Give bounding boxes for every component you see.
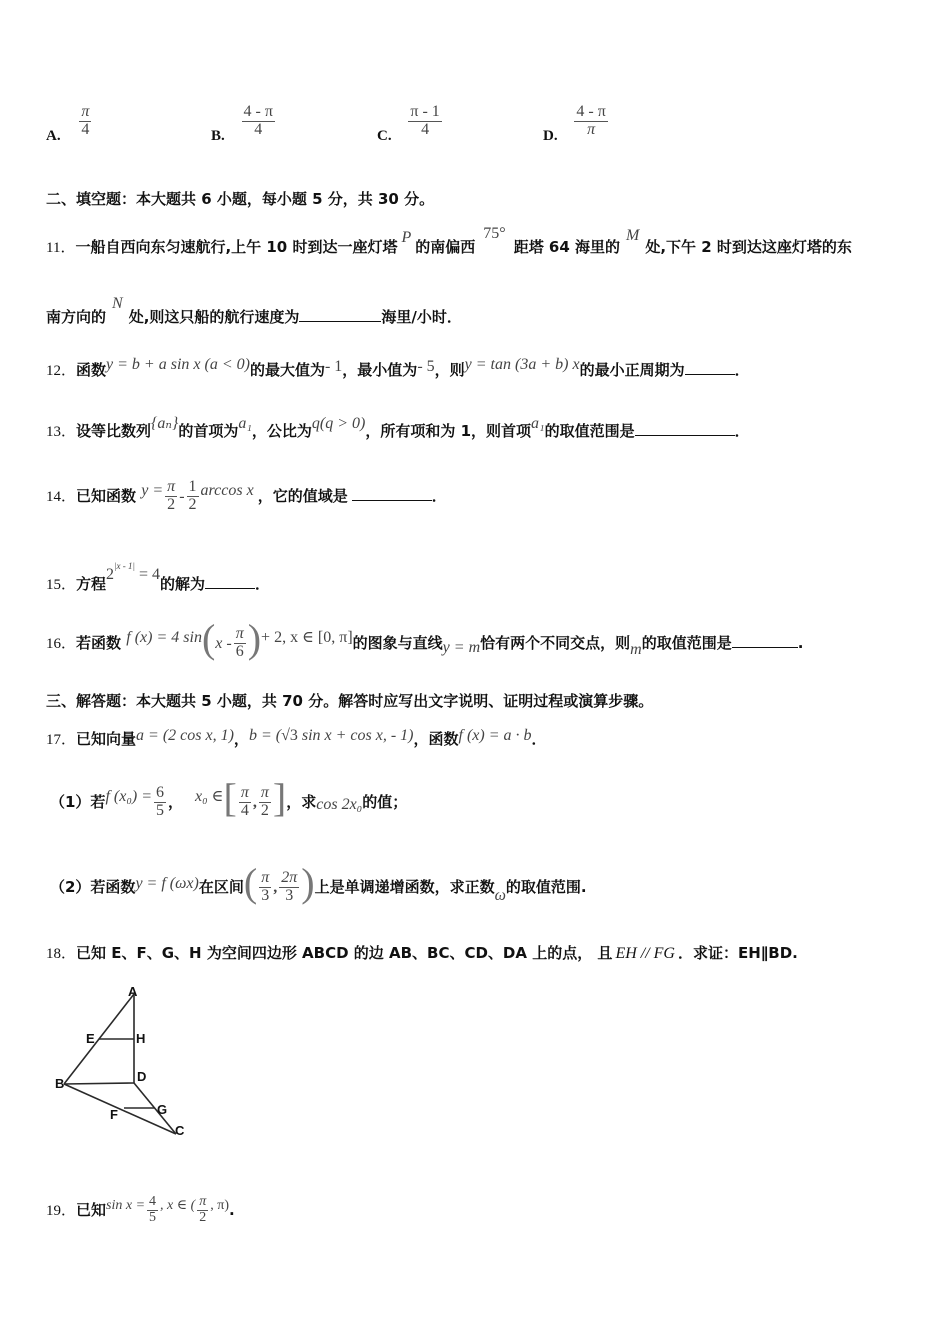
q18-formula: EH // FG	[615, 945, 675, 962]
q17-text-2: ，函数	[413, 730, 459, 748]
question-19	[46, 1184, 235, 1233]
q17-p1-cos: cos 2x₀	[316, 796, 363, 813]
label-f: F	[110, 1107, 118, 1122]
q19-pi-over-2: $\frac{\pi}{2}$	[199, 1194, 207, 1225]
q11-point-p: P	[401, 229, 412, 246]
q18-number: 18．	[46, 946, 77, 962]
q17-p2-text-1: 在区间	[198, 878, 244, 896]
q12-text-1: 函数	[76, 361, 107, 379]
q17-vector-a: a = (2 cos x, 1)	[136, 727, 234, 744]
q16-f: f (x) = 4 sin	[126, 629, 202, 646]
q17-p1-six-fifths: $\frac{6}{5}$	[156, 784, 164, 819]
q13-text-1: 设等比数列	[76, 422, 152, 440]
q12-text-2: 的最大值为	[249, 361, 325, 379]
q19-interval-end: , π)	[210, 1198, 230, 1213]
q11-angle: 75°	[483, 225, 506, 242]
q16-f-rest: + 2, x ∈ [0, π]	[261, 629, 353, 646]
q16-text-3: 恰有两个不同交点，则	[480, 634, 631, 652]
choice-a	[46, 104, 93, 145]
section-3-heading: 三、解答题：本大题共 5 小题，共 70 分。解答时应写出文字说明、证明过程或演算步骤。	[46, 692, 654, 710]
choice-b-label: B.	[211, 128, 225, 144]
q17-p1-text-2: 的值；	[362, 793, 408, 811]
q17-number: 17．	[46, 732, 77, 748]
q14-pi-over-2: $\frac{\pi}{2}$	[167, 478, 176, 513]
q13-text-3: ，公比为	[251, 422, 312, 440]
question-11	[46, 212, 852, 270]
q11-text-5: 南方向的	[46, 308, 107, 326]
q17-p1-x0: x₀ ∈	[195, 788, 224, 805]
q13-text-5: 的取值范围是	[544, 422, 635, 440]
q17-p2-2pi-over-3: $\frac{2\pi}{3}$	[281, 869, 298, 904]
q17-p2-text-2: 上是单调递增函数，求正数	[314, 878, 495, 896]
q13-first-term-2: a₁	[531, 415, 545, 432]
q13-ratio: q(q > 0)	[311, 415, 366, 432]
q19-text-1: 已知	[76, 1201, 107, 1219]
q12-answer-blank	[685, 360, 735, 375]
q15-exponent: |x - 1|	[114, 561, 135, 571]
q18-text-2: ．求证：EH∥BD.	[677, 944, 798, 962]
question-16: 16．若函数 f (x) = 4 sin(x - $\frac{\pi}{6}$ )+ 2, x ∈ [0, π]的图象与直线y = m恰有两个不同交点，则m的取值范围是 .	[46, 616, 804, 661]
q13-text-2: 的首项为	[178, 422, 239, 440]
choice-d	[543, 104, 610, 145]
q16-answer-blank	[732, 633, 798, 648]
q18-text-1: 已知 E、F、G、H 为空间四边形 ABCD 的边 AB、BC、CD、DA 上的点， 且	[76, 944, 613, 962]
q17-function: f (x) = a · b	[458, 727, 532, 744]
q13-text-4: ，所有项和为 1，则首项	[365, 422, 532, 440]
q17-p2-f: y = f (ωx)	[135, 875, 199, 892]
q17-p1-pi-over-2: $\frac{\pi}{2}$	[260, 784, 269, 819]
q17-p2-label: （2）若函数	[50, 878, 136, 896]
q11-text-4: 处,下午 2 时到达这座灯塔的东	[645, 238, 852, 256]
q11-text-1: 一船自西向东匀速航行,上午 10 时到达一座灯塔	[75, 238, 398, 256]
q14-number: 14．	[46, 489, 77, 505]
question-15	[46, 546, 270, 605]
q16-end: .	[797, 634, 804, 652]
question-12	[46, 345, 750, 391]
q14-answer-blank	[352, 486, 432, 501]
q17-p2-text-3: 的取值范围.	[505, 878, 587, 896]
q13-answer-blank	[635, 421, 735, 436]
q17-p2-pi-over-3: $\frac{\pi}{3}$	[261, 869, 270, 904]
q14-minus: -	[179, 488, 185, 505]
choice-c-label: C.	[377, 128, 392, 144]
q15-text-2: 的解为	[160, 575, 206, 593]
q12-min-value: - 5	[417, 358, 435, 375]
q17-part-2: （2）若函数y = f (ωx)在区间( $\frac{\pi}{3}$ , $\frac{2\pi}{3}$ )上是单调递增函数，求正数ω的取值范围.	[50, 860, 587, 905]
q19-end: .	[229, 1201, 235, 1219]
q19-interval-start: , x ∈ (	[160, 1198, 196, 1213]
question-13	[46, 404, 750, 452]
q16-number: 16．	[46, 636, 77, 652]
q17-p1-label: （1）若	[50, 793, 106, 811]
q17-p1-f: f (x₀) =	[105, 788, 152, 805]
q17-vector-b-end: sin x + cos x, - 1)	[297, 727, 414, 744]
q11-text-2: 的南偏西	[415, 238, 476, 256]
q16-text-1: 若函数	[76, 634, 122, 652]
quadrilateral-figure	[40, 980, 210, 1145]
section-2-heading: 二、填空题：本大题共 6 小题，每小题 5 分，共 30 分。	[46, 190, 435, 208]
q11-text-7: 海里/小时．	[381, 308, 462, 326]
q14-text-2: ，它的值域是	[257, 487, 348, 505]
q11-answer-blank	[299, 307, 381, 322]
q16-line: y = m	[442, 639, 481, 656]
question-18	[46, 942, 798, 963]
question-11-line-2	[46, 282, 462, 339]
choice-d-label: D.	[543, 128, 558, 144]
label-e: E	[86, 1031, 95, 1046]
q17-p1-pi-over-4: $\frac{\pi}{4}$	[240, 784, 249, 819]
q17-part-1: （1）若f (x₀) = $\frac{6}{5}$ ， x₀ ∈[ $\frac{\pi}{4}$ , $\frac{\pi}{2}$ ]，求cos 2x₀的值；	[50, 775, 408, 820]
q15-rhs: = 4	[138, 566, 161, 583]
q16-text-4: 的取值范围是	[641, 634, 732, 652]
q14-one-half: $\frac{1}{2}$	[188, 478, 197, 513]
q11-text-6: 处,则这只船的航行速度为	[128, 308, 300, 326]
q19-number: 19．	[46, 1203, 77, 1219]
q17-p1-text: ，求	[286, 793, 317, 811]
q17-end: ．	[531, 730, 547, 748]
choice-b	[211, 104, 277, 145]
q16-m: m	[630, 641, 642, 658]
label-c: C	[175, 1123, 185, 1138]
q13-end: ．	[734, 422, 750, 440]
question-17	[46, 716, 547, 760]
q16-text-2: 的图象与直线	[352, 634, 443, 652]
label-d: D	[137, 1069, 147, 1084]
q14-arccos: arccos x	[200, 482, 254, 499]
choice-c	[377, 104, 444, 145]
q12-text-4: ，则	[434, 361, 465, 379]
q12-formula-1: y = b + a sin x (a < 0)	[106, 356, 250, 373]
label-b: B	[55, 1076, 65, 1091]
q12-text-3: ，最小值为	[342, 361, 418, 379]
q15-answer-blank	[205, 574, 255, 589]
q15-base: 2	[106, 566, 115, 583]
choice-a-label: A.	[46, 128, 61, 144]
q19-sin: sin x =	[106, 1198, 146, 1213]
label-g: G	[157, 1102, 168, 1117]
q12-formula-2: y = tan (3a + b) x	[464, 356, 580, 373]
q15-end: ．	[255, 575, 271, 593]
question-14	[46, 466, 447, 522]
choice-c-value: $\frac{\pi - 1}{4}$	[410, 103, 440, 138]
q12-number: 12．	[46, 363, 77, 379]
q16-x-minus: x -	[215, 635, 232, 652]
q14-y: y =	[141, 482, 164, 499]
label-h: H	[136, 1031, 146, 1046]
q11-text-3: 距塔 64 海里的	[513, 238, 621, 256]
q16-pi-over-6: $\frac{\pi}{6}$	[235, 625, 244, 660]
q13-first-term: a₁	[238, 415, 252, 432]
q15-number: 15．	[46, 577, 77, 593]
q13-sequence: {aₙ}	[151, 415, 179, 432]
q17-vector-b-start: b = (	[248, 727, 282, 744]
q17-sep: ，	[233, 730, 249, 748]
q17-text-1: 已知向量	[76, 730, 137, 748]
choice-d-value: $\frac{4 - \pi}{\pi}$	[576, 103, 606, 138]
q11-point-n: N	[112, 295, 123, 312]
q12-max-value: - 1	[324, 358, 343, 375]
q17-p2-omega: ω	[494, 887, 506, 904]
q14-end: ．	[431, 487, 447, 505]
choice-a-value: $\frac{\pi}{4}$	[81, 103, 90, 138]
edge-bd	[64, 1083, 134, 1084]
q15-text-1: 方程	[76, 575, 107, 593]
q17-sqrt3: √3	[281, 727, 298, 744]
q19-four-fifths: $\frac{4}{5}$	[149, 1194, 157, 1225]
q12-end: ．	[734, 361, 750, 379]
q11-number: 11．	[46, 240, 76, 256]
q12-text-5: 的最小正周期为	[579, 361, 685, 379]
q11-point-m: M	[626, 227, 640, 244]
label-a: A	[128, 984, 138, 999]
choice-b-value: $\frac{4 - \pi}{4}$	[243, 103, 273, 138]
q13-number: 13．	[46, 424, 77, 440]
q14-text-1: 已知函数	[76, 487, 137, 505]
q17-p1-comma: ，	[168, 793, 184, 811]
